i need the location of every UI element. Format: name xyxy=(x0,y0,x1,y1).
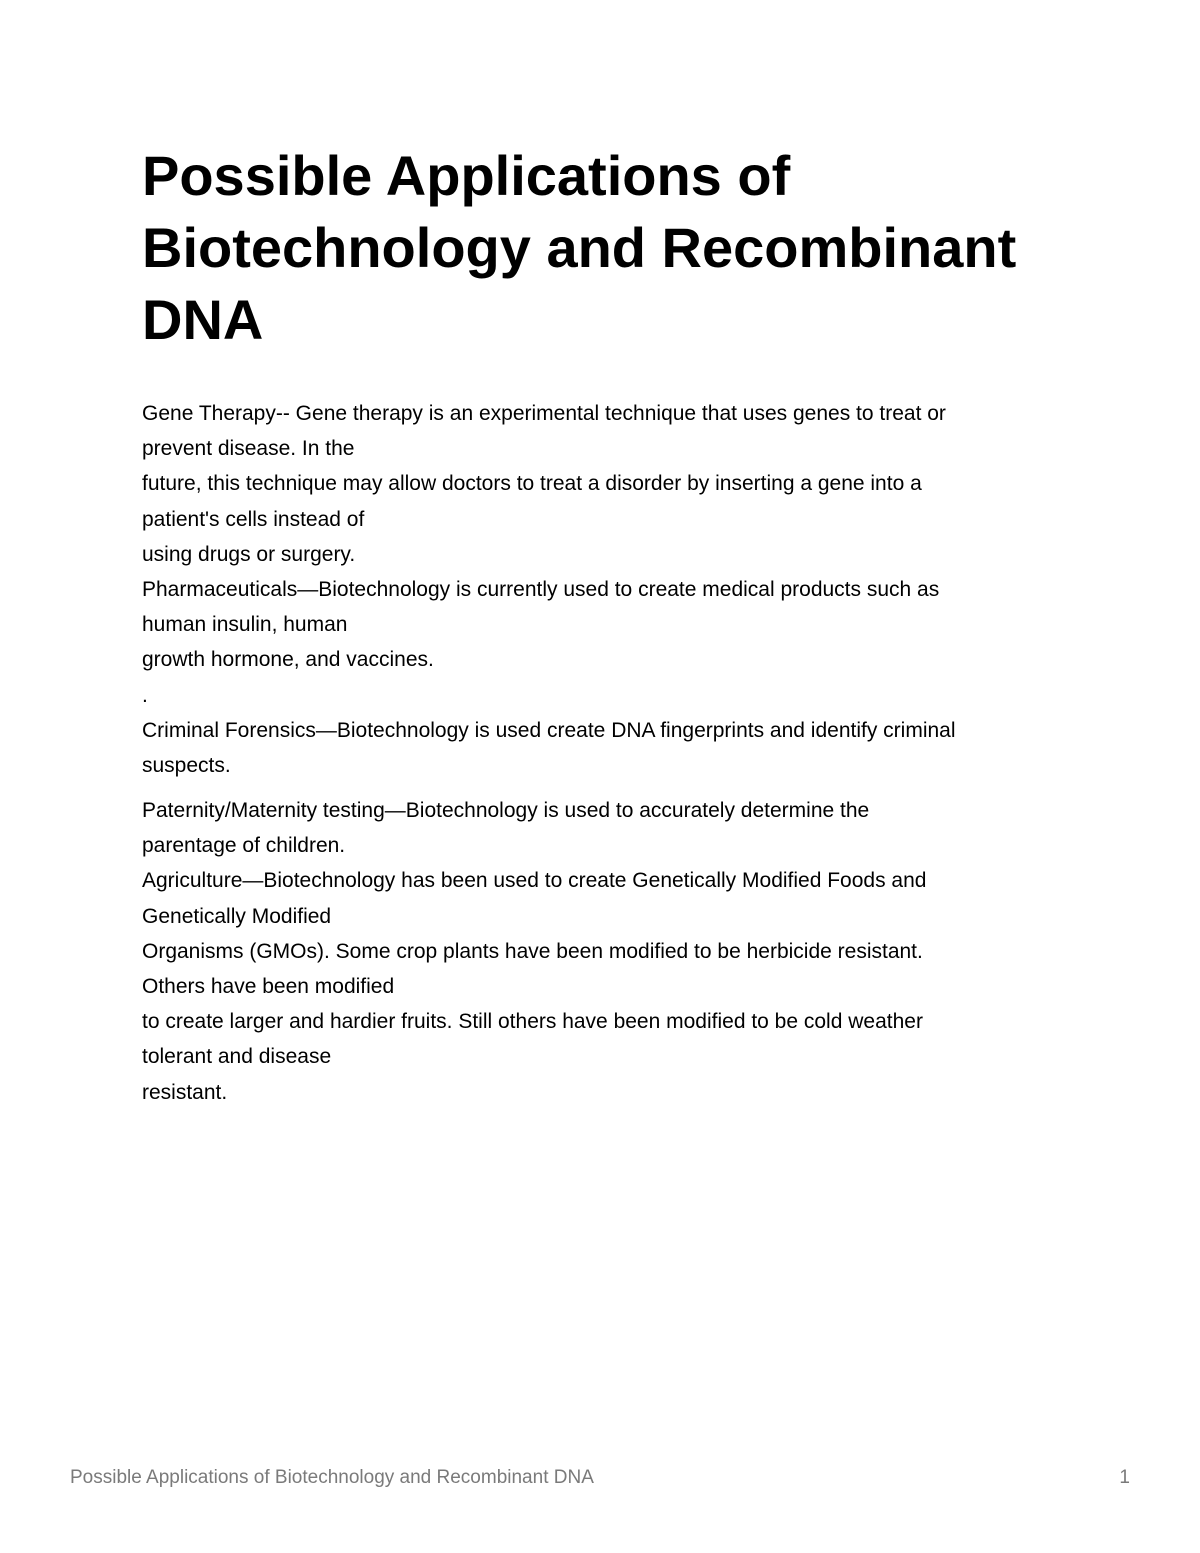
text-line: parentage of children. xyxy=(142,834,346,858)
text-line: human insulin, human xyxy=(142,613,348,637)
text-line: . xyxy=(142,683,148,707)
text-line: Others have been modified xyxy=(142,975,395,998)
title-line: DNA xyxy=(142,288,264,351)
text-line: patient's cells instead of xyxy=(142,507,365,531)
text-line: Genetically Modified xyxy=(142,904,332,928)
text-line: Agriculture—Biotechnology has been used to create Genetically Modified Foods and xyxy=(142,869,927,893)
text-line: future, this technique may allow doctors to treat a disorder by inserting a gene into a xyxy=(142,472,922,496)
text-line: Gene Therapy-- Gene therapy is an experimental technique that uses genes to treat or xyxy=(142,402,946,425)
text-line: Organisms (GMOs). Some crop plants have been modified to be herbicide resistant. xyxy=(142,939,923,963)
text-line: Paternity/Maternity testing—Biotechnology is used to accurately determine the xyxy=(142,799,870,823)
page-footer xyxy=(70,1463,1130,1493)
page-number: 1 xyxy=(1119,1467,1130,1488)
title-line: Biotechnology and Recombinant xyxy=(142,216,1017,279)
text-line: to create larger and hardier fruits. Still others have been modified to be cold weather xyxy=(142,1010,923,1034)
text-line: tolerant and disease xyxy=(142,1045,332,1069)
text-line: using drugs or surgery. xyxy=(142,542,356,566)
text-line: suspects. xyxy=(142,753,231,777)
paragraph-gap xyxy=(142,783,1102,793)
title-line: Possible Applications of xyxy=(142,144,791,207)
text-line: resistant. xyxy=(142,1080,228,1104)
text-line: growth hormone, and vaccines. xyxy=(142,648,434,672)
text-line: prevent disease. In the xyxy=(142,437,355,461)
document-title xyxy=(142,140,1102,356)
text-line: Pharmaceuticals—Biotechnology is currently used to create medical products such as xyxy=(142,577,940,601)
text-line: Criminal Forensics—Biotechnology is used create DNA fingerprints and identify criminal xyxy=(142,718,956,742)
footer-title: Possible Applications of Biotechnology and Recombinant DNA xyxy=(70,1467,594,1488)
document-body xyxy=(142,396,1102,1110)
